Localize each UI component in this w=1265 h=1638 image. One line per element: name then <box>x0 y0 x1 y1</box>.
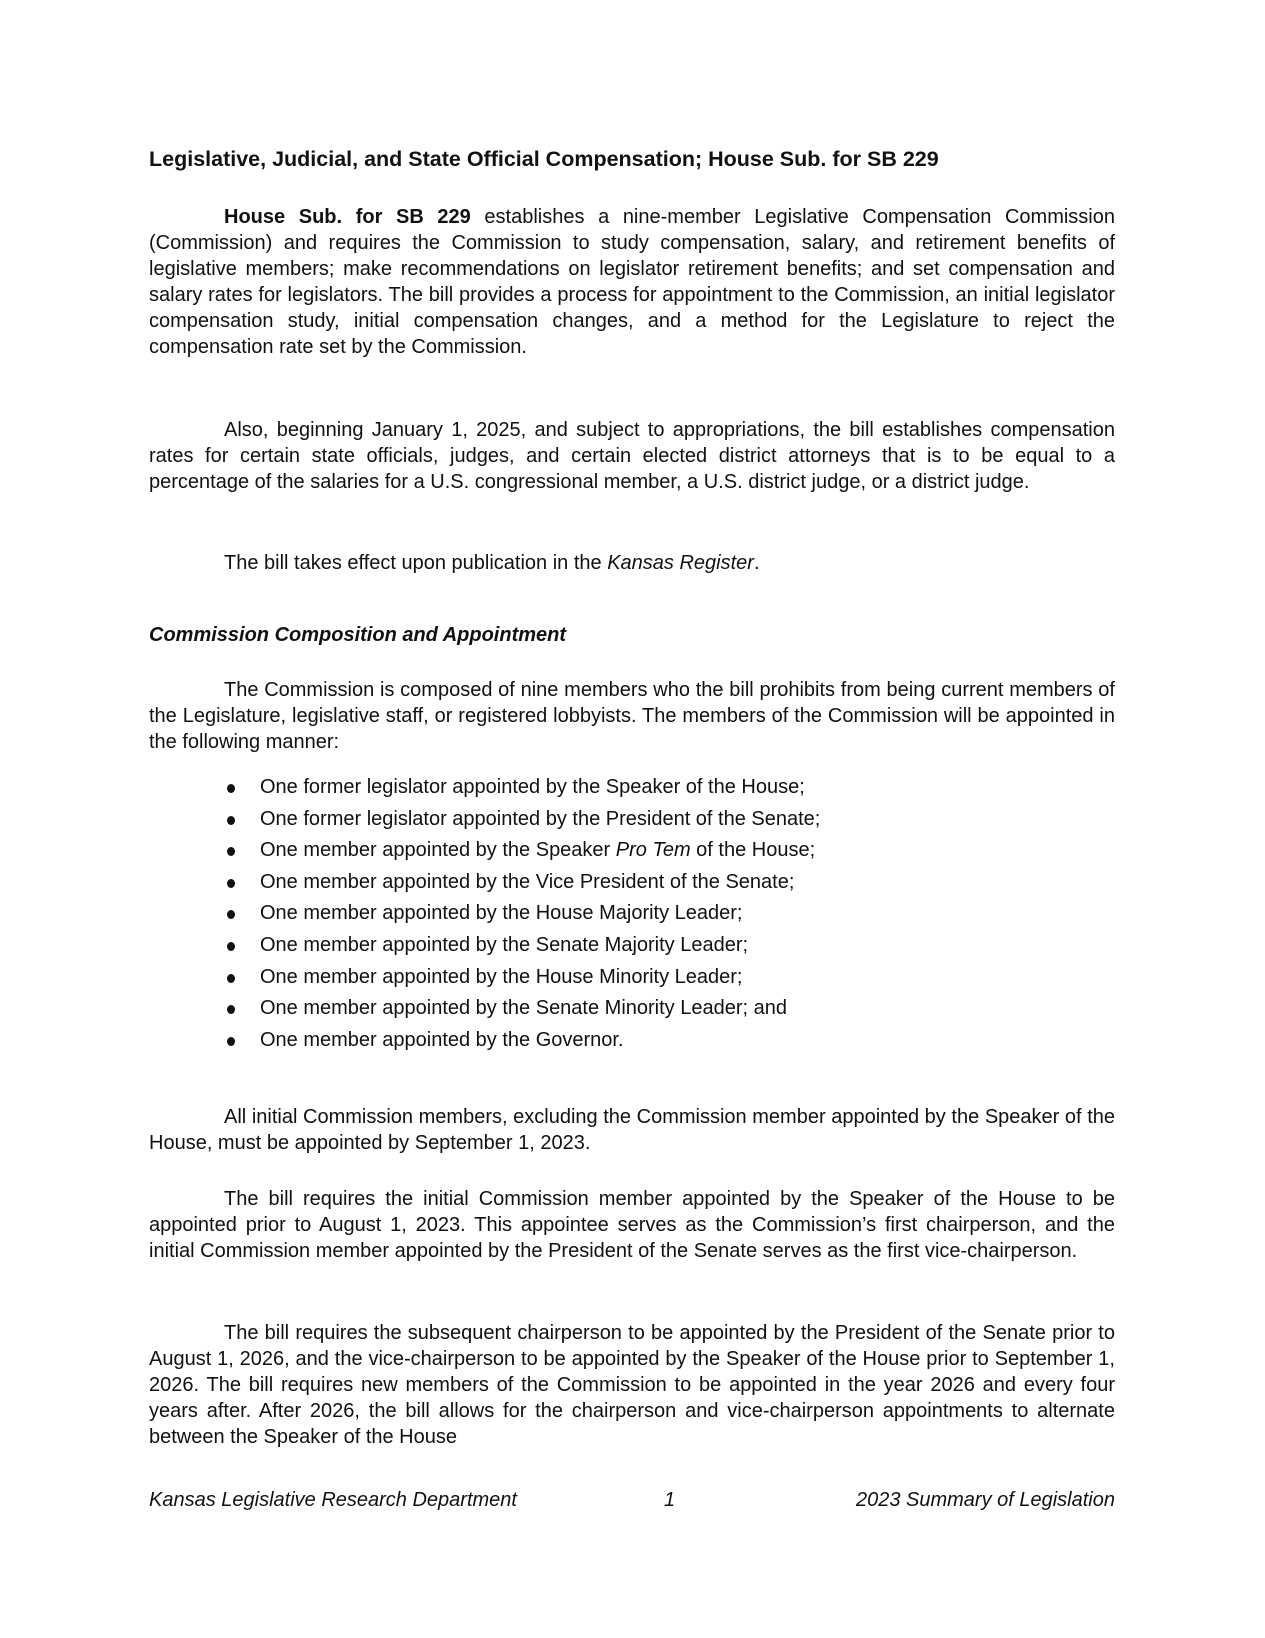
bullet-icon <box>227 1037 235 1046</box>
bullet-icon <box>227 847 235 856</box>
bullet-icon <box>227 910 235 919</box>
bullet-icon <box>227 1005 235 1014</box>
list-item: One member appointed by the Speaker Pro Tem of the House; <box>149 835 1115 867</box>
initial-members-paragraph: All initial Commission members, excluding the Commission member appointed by the Speaker of the House, must be appointed by September 1, 2023. <box>149 1106 1115 1154</box>
page-number: 1 <box>664 1489 676 1511</box>
also-paragraph: Also, beginning January 1, 2025, and subject to appropriations, the bill establishes compensation rates for certain state officials, judges, and certain elected district attorneys that is to be equal to a percentage of the salaries for a U.S. congressional member, a U.S. district judge, or a district judge. <box>149 419 1115 493</box>
composition-paragraph: The Commission is composed of nine members who the bill prohibits from being current members of the Legislature, legislative staff, or registered lobbyists. The members of the Commission will be appointed in the following manner: <box>149 679 1115 753</box>
list-item: One former legislator appointed by the President of the Senate; <box>149 804 1115 836</box>
initial-chair-paragraph: The bill requires the initial Commission member appointed by the Speaker of the House to be appointed prior to August 1, 2023. This appointee serves as the Commission’s first chairperson, and the initial Commission member appointed by the President of the Senate serves as the first vice-chairperson. <box>149 1188 1115 1262</box>
list-item: One member appointed by the Vice President of the Senate; <box>149 867 1115 899</box>
bill-name-bold: House Sub. for SB 229 <box>224 206 471 228</box>
footer-publication: 2023 Summary of Legislation <box>855 1489 1115 1511</box>
subsequent-chair-paragraph: The bill requires the subsequent chairperson to be appointed by the President of the Senate prior to August 1, 2026, and the vice-chairperson to be appointed by the Speaker of the House prior to September 1, 2026. The bill requires new members of the Commission to be appointed in the year 2026 and every four years after. After 2026, the bill allows for the chairperson and vice-chairperson appointments to alternate between the Speaker of the House <box>149 1322 1115 1448</box>
list-item: One member appointed by the House Minority Leader; <box>149 962 1115 994</box>
footer-department: Kansas Legislative Research Department <box>149 1489 517 1511</box>
intro-paragraph <box>149 204 1115 360</box>
document-title: Legislative, Judicial, and State Official Compensation; House Sub. for SB 229 <box>149 147 939 171</box>
intro-text: establishes a nine-member Legislative Compensation Commission (Commission) and requires the Commission to study compensation, salary, and retirement benefits of legislative members; make recommendations on legislator retirement benefits; and set compensation and salary rates for legislators. The bill provides a process for appointment to the Commission, an initial legislator compensation study, initial compensation changes, and a method for the Legislature to reject the compensation rate set by the Commission. <box>149 206 1115 358</box>
appointment-list <box>149 772 1115 1056</box>
list-item: One former legislator appointed by the Speaker of the House; <box>149 772 1115 804</box>
bullet-icon <box>227 784 235 793</box>
list-item: One member appointed by the House Majority Leader; <box>149 898 1115 930</box>
list-item: One member appointed by the Governor. <box>149 1025 1115 1057</box>
bullet-icon <box>227 974 235 983</box>
effect-paragraph: The bill takes effect upon publication in the Kansas Register. <box>224 552 760 574</box>
list-item: One member appointed by the Senate Majority Leader; <box>149 930 1115 962</box>
list-item: One member appointed by the Senate Minority Leader; and <box>149 993 1115 1025</box>
kansas-register-italic: Kansas Register <box>607 552 754 574</box>
bullet-icon <box>227 879 235 888</box>
bullet-icon <box>227 942 235 951</box>
section-heading: Commission Composition and Appointment <box>149 624 567 646</box>
page-footer <box>149 1487 1115 1513</box>
bullet-icon <box>227 816 235 825</box>
